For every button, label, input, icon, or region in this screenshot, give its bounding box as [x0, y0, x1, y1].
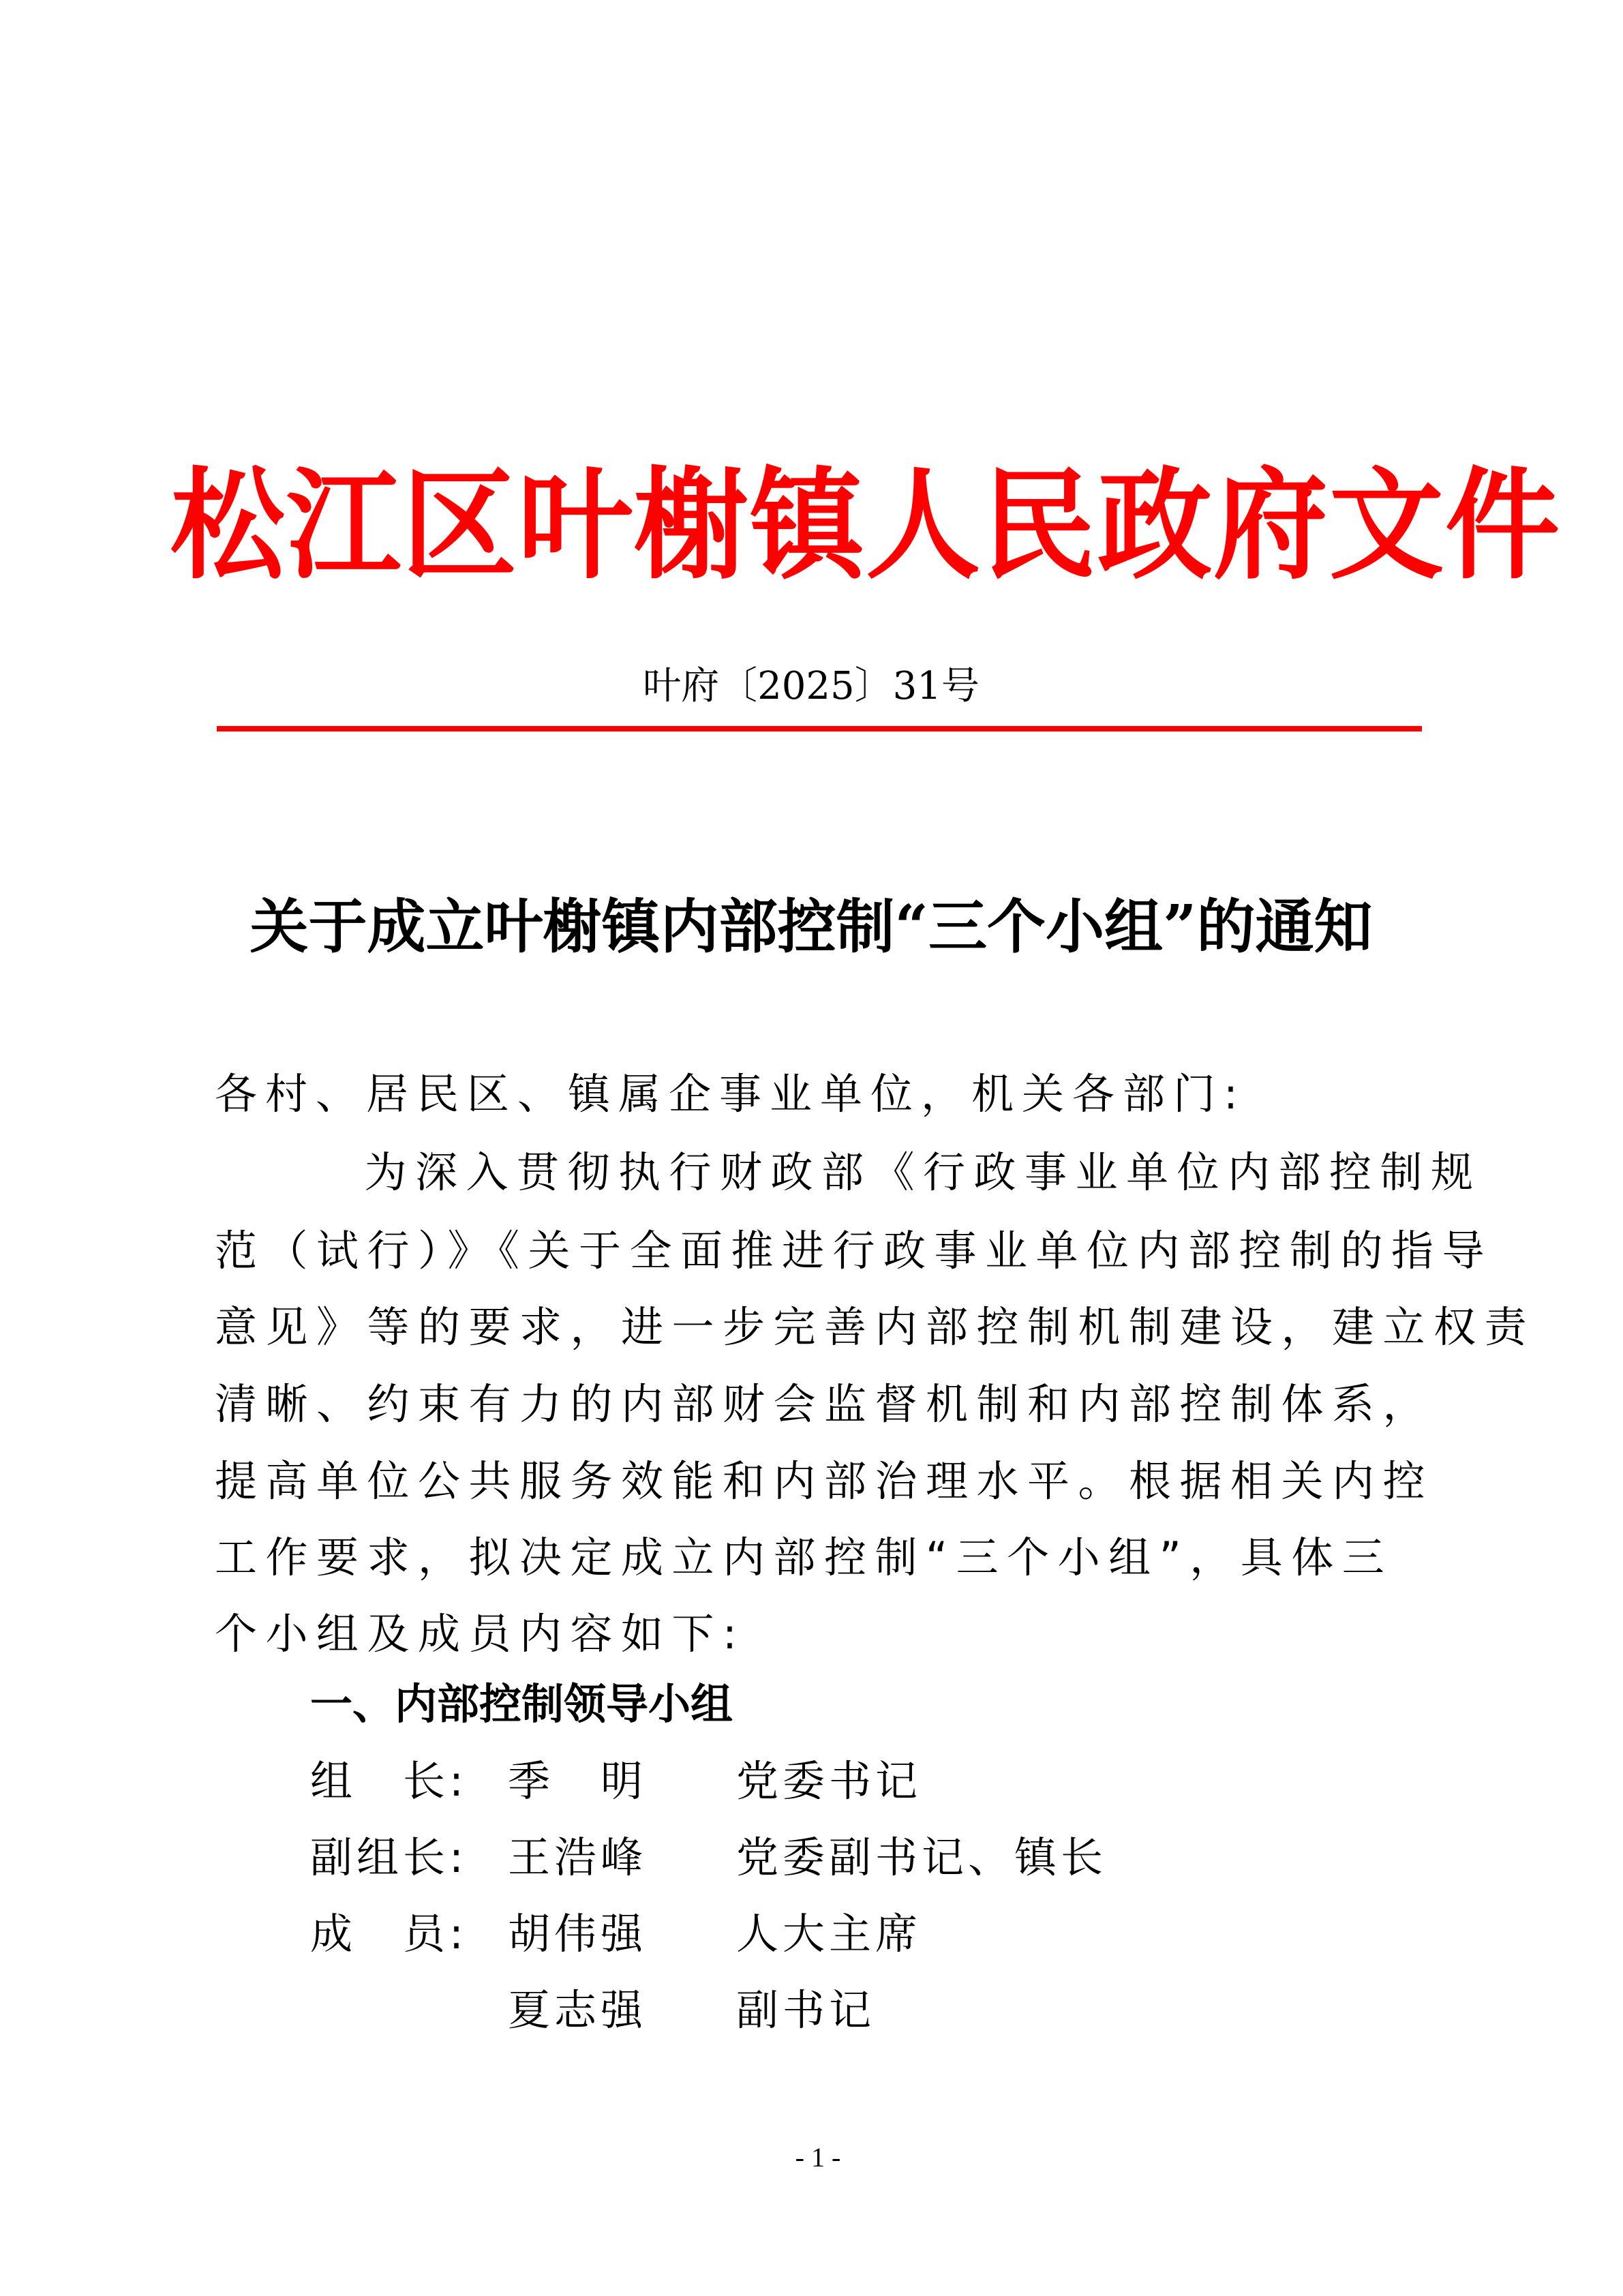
issuer-header: 松江区叶榭镇人民政府文件	[170, 454, 1561, 596]
paragraph-line: 个小组及成员内容如下:	[215, 1609, 746, 1659]
member-role: 副组长:	[310, 1832, 468, 1882]
paragraph-line: 提高单位公共服务效能和内部治理水平。根据相关内控	[215, 1456, 1434, 1506]
page-number: - 1 -	[795, 2142, 841, 2173]
member-title: 党委书记	[736, 1756, 922, 1806]
document-title: 关于成立叶榭镇内部控制“三个小组”的通知	[249, 892, 1373, 961]
paragraph-line: 工作要求，拟决定成立内部控制“三个小组”，具体三	[215, 1532, 1393, 1582]
member-name: 夏志强	[508, 1985, 648, 2035]
paragraph-line: 范（试行）》《关于全面推进行政事业单位内部控制的指导	[215, 1226, 1493, 1275]
member-name: 季 明	[508, 1756, 648, 1806]
member-title: 党委副书记、镇长	[736, 1832, 1108, 1882]
member-title: 人大主席	[736, 1909, 922, 1959]
member-name: 胡伟强	[508, 1909, 648, 1959]
salutation: 各村、居民区、镇属企事业单位，机关各部门:	[215, 1069, 1246, 1119]
red-divider-line	[217, 726, 1422, 731]
member-name: 王浩峰	[508, 1832, 648, 1882]
section-heading: 一、内部控制领导小组	[310, 1679, 733, 1729]
paragraph-line: 清晰、约束有力的内部财会监督机制和内部控制体系，	[215, 1379, 1434, 1429]
document-number: 叶府〔2025〕31号	[643, 664, 980, 708]
member-title: 副书记	[736, 1985, 876, 2035]
member-role: 成 员:	[310, 1909, 468, 1959]
member-role: 组 长:	[310, 1756, 468, 1806]
paragraph-line: 为深入贯彻执行财政部《行政事业单位内部控制规	[314, 1147, 1482, 1197]
paragraph-line: 意见》等的要求，进一步完善内部控制机制建设，建立权责	[215, 1302, 1536, 1352]
